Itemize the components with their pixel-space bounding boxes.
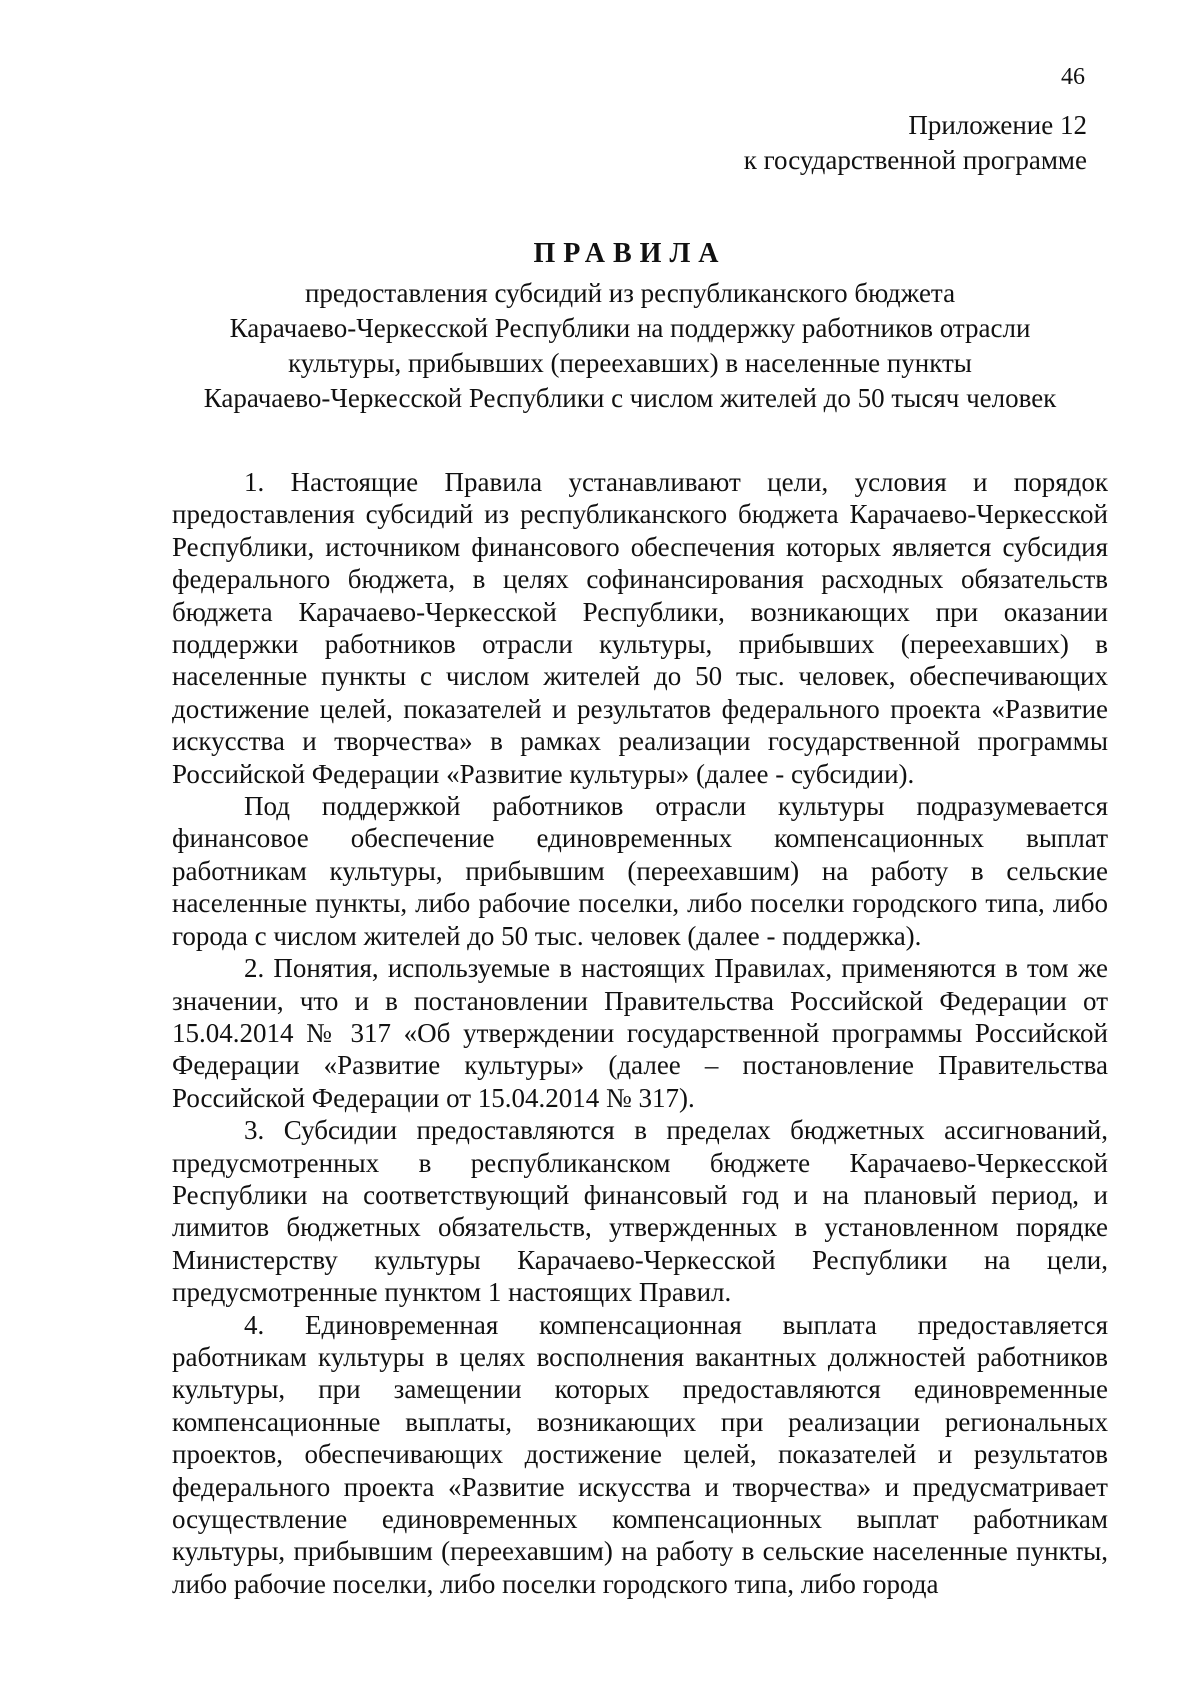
subtitle-line-4: Карачаево-Черкесской Республики с числом жителей до 50 тысяч человек bbox=[203, 383, 1057, 413]
paragraph-3: 2. Понятия, используемые в настоящих Правилах, применяются в том же значении, что и в постановлении Правительства Российской Федерации от 15.04.2014 № 317 «Об утверждении государственной программы Российской Федерации «Развитие культуры» (далее – постановление Правительства Российской Федерации от 15.04.2014 № 317). bbox=[172, 953, 1108, 1113]
appendix-line-2: к государственной программе bbox=[743, 145, 1087, 175]
paragraph-4: 3. Субсидии предоставляются в пределах бюджетных ассигнований, предусмотренных в республиканском бюджете Карачаево-Черкесской Республики на соответствующий финансовый год и на плановый период, и лимитов бюджетных обязательств, утвержденных в установленном порядке Министерству культуры Карачаево-Черкесской Республики на цели, предусмотренные пунктом 1 настоящих Правил. bbox=[172, 1115, 1108, 1308]
paragraph-1: 1. Настоящие Правила устанавливают цели, условия и порядок предоставления субсидий из республиканского бюджета Карачаево-Черкесской Республики, источником финансового обеспечения которых является субсидия федерального бюджета, в целях софинансирования расходных обязательств бюджета Карачаево-Черкесской Республики, возникающих при оказании поддержки работников отрасли культуры, прибывших (переехавших) в населенные пункты с числом жителей до 50 тыс. человек, обеспечивающих достижение целей, показателей и результатов федерального проекта «Развитие искусства и творчества» в рамках реализации государственной программы Российской Федерации «Развитие культуры» (далее - субсидии). bbox=[172, 467, 1108, 789]
subtitle-line-2: Карачаево-Черкесской Республики на поддержку работников отрасли bbox=[229, 313, 1031, 343]
subtitle-line-1: предоставления субсидий из республиканского бюджета bbox=[304, 278, 956, 308]
paragraph-2: Под поддержкой работников отрасли культуры подразумевается финансовое обеспечение единовременных компенсационных выплат работникам культуры, прибывшим (переехавшим) на работу в сельские населенные пункты, либо рабочие поселки, либо поселки городского типа, либо города с числом жителей до 50 тыс. человек (далее - поддержка). bbox=[172, 791, 1108, 951]
appendix-line-1: Приложение 12 bbox=[908, 110, 1087, 140]
body-text bbox=[172, 466, 1108, 1600]
paragraph-5: 4. Единовременная компенсационная выплата предоставляется работникам культуры в целях восполнения вакантных должностей работников культуры, при замещении которых предоставляются единовременные компенсационные выплаты, возникающих при реализации региональных проектов, обеспечивающих достижение целей, показателей и результатов федерального проекта «Развитие искусства и творчества» и предусматривает осуществление единовременных компенсационных выплат работникам культуры, прибывшим (переехавшим) на работу в сельские населенные пункты, либо рабочие поселки, либо поселки городского типа, либо города bbox=[172, 1309, 1108, 1599]
appendix-note bbox=[744, 108, 1087, 178]
document-title: ПРАВИЛА bbox=[533, 238, 727, 269]
page-number: 46 bbox=[1061, 64, 1085, 90]
title-block bbox=[150, 236, 1110, 416]
subtitle-line-3: культуры, прибывших (переехавших) в населенные пункты bbox=[288, 348, 972, 378]
